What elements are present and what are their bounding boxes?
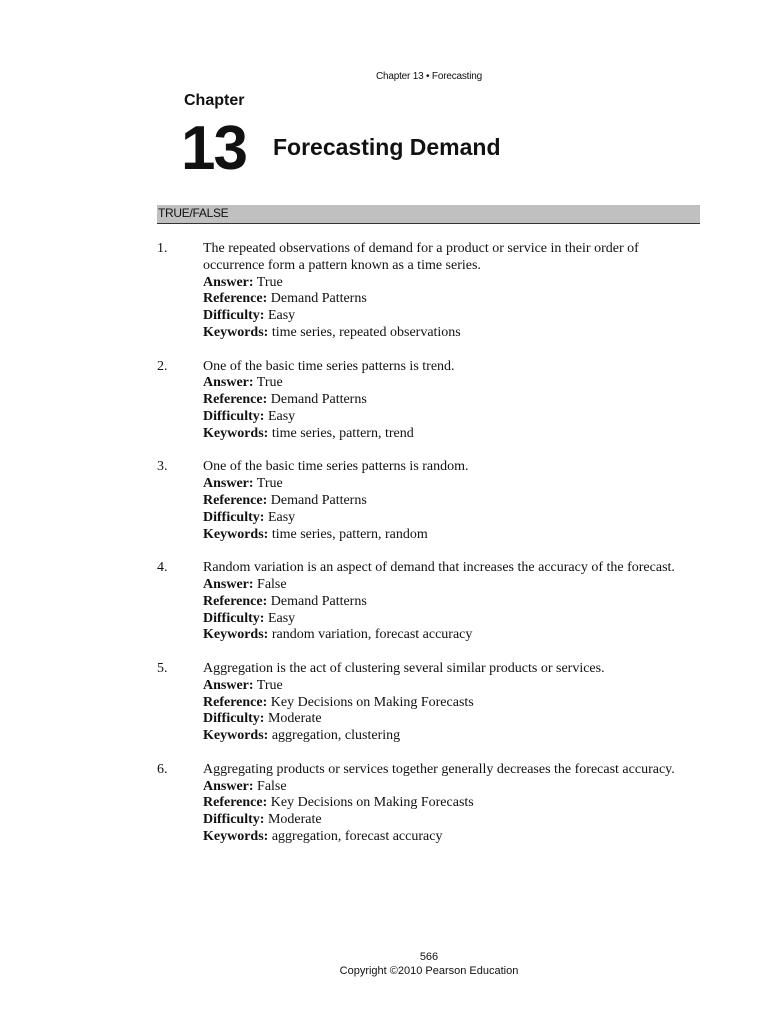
answer-line — [203, 375, 702, 392]
difficulty-line — [203, 611, 702, 628]
question-text: The repeated observations of demand for a product or service in their order of occurrence form a pattern known as a time series. — [203, 241, 639, 273]
section-header-bar — [157, 205, 700, 224]
keywords-label: Keywords: — [203, 526, 269, 542]
answer-value: False — [257, 576, 287, 592]
keywords-label: Keywords: — [203, 828, 269, 844]
question-text: Aggregation is the act of clustering several similar products or services. — [203, 660, 605, 676]
keywords-line — [203, 426, 702, 443]
reference-label: Reference: — [203, 392, 268, 408]
reference-line — [203, 695, 702, 712]
answer-value: True — [256, 274, 283, 290]
question-number: 6. — [157, 761, 168, 777]
keywords-label: Keywords: — [203, 728, 269, 744]
answer-label: Answer: — [203, 677, 254, 693]
running-head: Chapter 13 • Forecasting — [376, 71, 482, 82]
question-item — [157, 459, 702, 543]
answer-value: True — [256, 375, 283, 391]
difficulty-label: Difficulty: — [203, 610, 265, 626]
question-list — [157, 241, 702, 862]
difficulty-line — [203, 308, 702, 325]
difficulty-label: Difficulty: — [203, 509, 265, 525]
difficulty-label: Difficulty: — [203, 812, 265, 828]
section-title: TRUE/FALSE — [158, 206, 229, 220]
answer-value: True — [256, 677, 283, 693]
answer-label: Answer: — [203, 778, 254, 794]
difficulty-label: Difficulty: — [203, 308, 265, 324]
reference-value: Demand Patterns — [270, 291, 367, 307]
question-item — [157, 762, 702, 846]
chapter-number: 13 — [181, 114, 246, 183]
question-item — [157, 359, 702, 443]
reference-label: Reference: — [203, 593, 268, 609]
reference-value: Key Decisions on Making Forecasts — [270, 795, 474, 811]
reference-line — [203, 291, 702, 308]
keywords-value: aggregation, forecast accuracy — [271, 828, 443, 844]
difficulty-label: Difficulty: — [203, 408, 265, 424]
difficulty-value: Easy — [267, 308, 296, 324]
keywords-line — [203, 728, 702, 745]
keywords-line — [203, 325, 702, 342]
question-item — [157, 241, 702, 342]
chapter-label: Chapter — [184, 92, 245, 109]
keywords-line — [203, 527, 702, 544]
question-number: 3. — [157, 459, 168, 475]
answer-value: False — [257, 778, 287, 794]
reference-label: Reference: — [203, 694, 268, 710]
answer-line — [203, 577, 702, 594]
difficulty-value: Easy — [267, 610, 296, 626]
question-text: Random variation is an aspect of demand that increases the accuracy of the forecast. — [203, 560, 675, 576]
keywords-label: Keywords: — [203, 627, 269, 643]
answer-label: Answer: — [203, 274, 254, 290]
difficulty-value: Easy — [267, 408, 296, 424]
keywords-label: Keywords: — [203, 324, 269, 340]
question-number: 5. — [157, 660, 168, 676]
question-number: 1. — [157, 241, 168, 256]
reference-line — [203, 392, 702, 409]
keywords-label: Keywords: — [203, 425, 269, 441]
question-number: 2. — [157, 358, 168, 374]
difficulty-line — [203, 510, 702, 527]
reference-label: Reference: — [203, 492, 268, 508]
reference-line — [203, 795, 702, 812]
reference-value: Key Decisions on Making Forecasts — [270, 694, 474, 710]
difficulty-line — [203, 812, 702, 829]
chapter-title: Forecasting Demand — [273, 134, 501, 160]
keywords-value: time series, pattern, random — [271, 526, 428, 542]
reference-label: Reference: — [203, 795, 268, 811]
question-item — [157, 661, 702, 745]
reference-label: Reference: — [203, 291, 268, 307]
question-text: Aggregating products or services together generally decreases the forecast accuracy. — [203, 761, 675, 777]
difficulty-line — [203, 711, 702, 728]
keywords-value: time series, repeated observations — [271, 324, 461, 340]
question-item — [157, 560, 702, 644]
answer-label: Answer: — [203, 476, 254, 492]
difficulty-value: Moderate — [267, 812, 322, 828]
keywords-value: random variation, forecast accuracy — [271, 627, 473, 643]
answer-line — [203, 678, 702, 695]
difficulty-label: Difficulty: — [203, 711, 265, 727]
answer-value: True — [256, 476, 283, 492]
keywords-value: time series, pattern, trend — [271, 425, 414, 441]
keywords-value: aggregation, clustering — [271, 728, 401, 744]
reference-line — [203, 493, 702, 510]
answer-line — [203, 275, 702, 292]
question-text: One of the basic time series patterns is random. — [203, 459, 469, 475]
answer-label: Answer: — [203, 576, 254, 592]
difficulty-value: Moderate — [267, 711, 322, 727]
answer-line — [203, 779, 702, 796]
keywords-line — [203, 627, 702, 644]
reference-value: Demand Patterns — [270, 492, 367, 508]
difficulty-value: Easy — [267, 509, 296, 525]
answer-label: Answer: — [203, 375, 254, 391]
reference-value: Demand Patterns — [270, 392, 367, 408]
reference-line — [203, 594, 702, 611]
page-number: 566 — [419, 951, 439, 963]
copyright-notice: Copyright ©2010 Pearson Education — [339, 965, 519, 977]
answer-line — [203, 476, 702, 493]
question-number: 4. — [157, 560, 168, 576]
reference-value: Demand Patterns — [270, 593, 367, 609]
keywords-line — [203, 829, 702, 846]
difficulty-line — [203, 409, 702, 426]
question-text: One of the basic time series patterns is trend. — [203, 358, 455, 374]
